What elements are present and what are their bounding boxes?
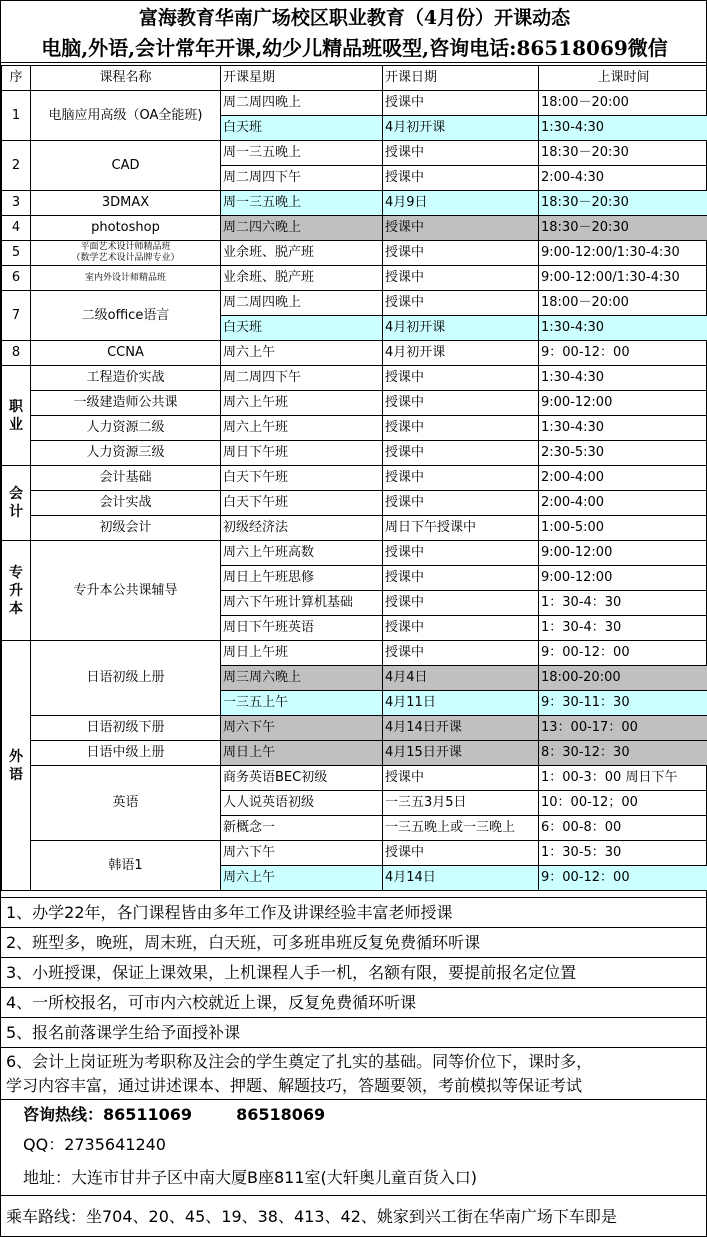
date-cell: 授课中 xyxy=(383,566,539,591)
time-cell: 9:00-12:00 xyxy=(539,541,707,566)
weekday-cell: 周日上午班思修 xyxy=(221,566,383,591)
time-cell: 8：30-12：30 xyxy=(539,741,707,766)
date-cell: 授课中 xyxy=(383,441,539,466)
time-cell: 10：00-12；00 xyxy=(539,791,707,816)
weekday-cell: 周二周四晚上 xyxy=(221,291,383,316)
date-cell: 4月初开课 xyxy=(383,316,539,341)
weekday-cell: 周日上午班 xyxy=(221,641,383,666)
date-cell: 一三五3月5日 xyxy=(383,791,539,816)
seq-cell: 4 xyxy=(2,216,31,241)
seq-cell: 3 xyxy=(2,191,31,216)
course-name: photoshop xyxy=(31,216,221,241)
date-cell: 4月14日 xyxy=(383,866,539,891)
weekday-cell: 人人说英语初级 xyxy=(221,791,383,816)
seq-cell: 2 xyxy=(2,141,31,191)
date-cell: 授课中 xyxy=(383,641,539,666)
course-name: 日语中级上册 xyxy=(31,741,221,766)
weekday-cell: 白天下午班 xyxy=(221,491,383,516)
seq-cell: 8 xyxy=(2,341,31,366)
table-row xyxy=(2,291,707,316)
weekday-cell: 周一三五晚上 xyxy=(221,191,383,216)
date-cell: 授课中 xyxy=(383,166,539,191)
time-cell: 18:30－20:30 xyxy=(539,191,707,216)
date-cell: 授课中 xyxy=(383,491,539,516)
weekday-cell: 周六下午 xyxy=(221,841,383,866)
time-cell: 1:30-4:30 xyxy=(539,366,707,391)
weekday-cell: 周日下午班 xyxy=(221,441,383,466)
date-cell: 授课中 xyxy=(383,591,539,616)
note-3: 3、小班授课，保证上课效果，上机课程人手一机，名额有限，要提前报名定位置 xyxy=(1,957,707,987)
time-cell: 6：00-8：00 xyxy=(539,816,707,841)
table-row xyxy=(2,516,707,541)
weekday-cell: 周六上午班 xyxy=(221,416,383,441)
table-row xyxy=(2,741,707,766)
date-cell: 4月14日开课 xyxy=(383,716,539,741)
time-cell: 9:00-12:00 xyxy=(539,391,707,416)
weekday-cell: 周日下午班英语 xyxy=(221,616,383,641)
date-cell: 授课中 xyxy=(383,841,539,866)
date-cell: 授课中 xyxy=(383,616,539,641)
weekday-cell: 周二周四晚上 xyxy=(221,91,383,116)
time-cell: 13：00-17：00 xyxy=(539,716,707,741)
time-cell: 1:00-5:00 xyxy=(539,516,707,541)
page-subtitle: 电脑,外语,会计常年开课,幼少儿精品班吸型,咨询电话:86518069微信 xyxy=(1,33,707,63)
weekday-cell: 周二周四下午 xyxy=(221,366,383,391)
weekday-cell: 周二周四下午 xyxy=(221,166,383,191)
weekday-cell: 白天班 xyxy=(221,316,383,341)
course-name: 日语初级上册 xyxy=(31,641,221,716)
date-cell: 授课中 xyxy=(383,766,539,791)
weekday-cell: 周六上午班 xyxy=(221,391,383,416)
date-cell: 4月11日 xyxy=(383,691,539,716)
note-6-line1: 6、会计上岗证班为考职称及注会的学生奠定了扎实的基础。同等价位下，课时多， xyxy=(6,1052,593,1071)
course-name: 会计实战 xyxy=(31,491,221,516)
header-seq: 序 xyxy=(2,66,31,91)
note-6 xyxy=(1,1047,707,1099)
weekday-cell: 白天下午班 xyxy=(221,466,383,491)
table-row xyxy=(2,216,707,241)
weekday-cell: 商务英语BEC初级 xyxy=(221,766,383,791)
time-cell: 1：00-3：00 周日下午 xyxy=(539,766,707,791)
weekday-cell: 周六上午班高数 xyxy=(221,541,383,566)
course-name: 一级建造师公共课 xyxy=(31,391,221,416)
date-cell: 授课中 xyxy=(383,466,539,491)
date-cell: 周日下午授课中 xyxy=(383,516,539,541)
table-row xyxy=(2,366,707,391)
group-label-zhiye: 职业 xyxy=(2,366,31,466)
note-6-line2: 学习内容丰富，通过讲述课本、押题、解题技巧，答题要领，考前模拟等保证考试 xyxy=(6,1076,583,1095)
table-row xyxy=(2,716,707,741)
header-weekday: 开课星期 xyxy=(221,66,383,91)
course-name: CAD xyxy=(31,141,221,191)
time-cell: 1：30-4：30 xyxy=(539,616,707,641)
time-cell: 1:30-4:30 xyxy=(539,116,707,141)
date-cell: 4月15日开课 xyxy=(383,741,539,766)
course-name-line1: 平面艺术设计师精品班 xyxy=(80,242,171,252)
time-cell: 2:00-4:00 xyxy=(539,491,707,516)
table-row xyxy=(2,91,707,116)
seq-cell: 7 xyxy=(2,291,31,341)
time-cell: 9:00-12:00 xyxy=(539,566,707,591)
hotline-number-2: 86518069 xyxy=(236,1105,326,1124)
table-row xyxy=(2,341,707,366)
time-cell: 2:00-4:00 xyxy=(539,466,707,491)
address: 地址：大连市甘井子区中南大厦B座811室(大轩奥儿童百货入口) xyxy=(23,1168,478,1187)
hotline xyxy=(1,1099,707,1129)
date-cell: 授课中 xyxy=(383,416,539,441)
time-cell: 18:00－20:00 xyxy=(539,291,707,316)
weekday-cell: 白天班 xyxy=(221,116,383,141)
date-cell: 授课中 xyxy=(383,91,539,116)
course-name: 电脑应用高级（OA全能班) xyxy=(31,91,221,141)
date-cell: 一三五晚上或一三晚上 xyxy=(383,816,539,841)
time-cell: 9:00-12:00/1:30-4:30 xyxy=(539,266,707,291)
course-name: CCNA xyxy=(31,341,221,366)
weekday-cell: 新概念一 xyxy=(221,816,383,841)
note-2: 2、班型多，晚班，周末班，白天班，可多班串班反复免费循环听课 xyxy=(1,927,707,957)
course-name: 韩语1 xyxy=(31,841,221,891)
time-cell: 1:30-4:30 xyxy=(539,416,707,441)
time-cell: 18:30－20:30 xyxy=(539,141,707,166)
time-cell: 1：30-4：30 xyxy=(539,591,707,616)
weekday-cell: 周六上午 xyxy=(221,341,383,366)
weekday-cell: 一三五上午 xyxy=(221,691,383,716)
table-row xyxy=(2,641,707,666)
table-row xyxy=(2,441,707,466)
time-cell: 18:30－20:30 xyxy=(539,216,707,241)
course-table xyxy=(1,65,707,891)
weekday-cell: 周三周六晚上 xyxy=(221,666,383,691)
weekday-cell: 业余班、脱产班 xyxy=(221,266,383,291)
seq-cell: 1 xyxy=(2,91,31,141)
group-label-zhuanshengben: 专升本 xyxy=(2,541,31,641)
time-cell: 9：00-12：00 xyxy=(539,641,707,666)
header-course: 课程名称 xyxy=(31,66,221,91)
table-row xyxy=(2,391,707,416)
time-cell: 9：30-11：30 xyxy=(539,691,707,716)
date-cell: 授课中 xyxy=(383,291,539,316)
time-cell: 2:30-5:30 xyxy=(539,441,707,466)
time-cell: 9：00-12：00 xyxy=(539,341,707,366)
date-cell: 4月9日 xyxy=(383,191,539,216)
weekday-cell: 周二四六晚上 xyxy=(221,216,383,241)
weekday-cell: 业余班、脱产班 xyxy=(221,241,383,266)
time-cell: 1:30-4:30 xyxy=(539,316,707,341)
weekday-cell: 周六下午 xyxy=(221,716,383,741)
date-cell: 授课中 xyxy=(383,391,539,416)
table-row xyxy=(2,466,707,491)
table-row xyxy=(2,491,707,516)
course-name: 英语 xyxy=(31,766,221,841)
table-row xyxy=(2,191,707,216)
note-4: 4、一所校报名，可市内六校就近上课，反复免费循环听课 xyxy=(1,987,707,1017)
date-cell: 授课中 xyxy=(383,241,539,266)
bus-route: 乘车路线：坐704、20、45、19、38、413、42、姚家到兴工街在华南广场下车即是 xyxy=(1,1195,707,1237)
table-row xyxy=(2,541,707,566)
qq: QQ：2735641240 xyxy=(23,1135,166,1154)
date-cell: 授课中 xyxy=(383,366,539,391)
weekday-cell: 周六上午 xyxy=(221,866,383,891)
header-date: 开课日期 xyxy=(383,66,539,91)
weekday-cell: 周一三五晚上 xyxy=(221,141,383,166)
hotline-number-1: 咨询热线：86511069 xyxy=(23,1105,193,1124)
course-name: 室内外设计师精品班 xyxy=(31,266,221,291)
time-cell: 1：30-5：30 xyxy=(539,841,707,866)
course-name: 专升本公共课辅导 xyxy=(31,541,221,641)
table-row xyxy=(2,266,707,291)
time-cell: 2:00-4:30 xyxy=(539,166,707,191)
time-cell: 18:00-20:00 xyxy=(539,666,707,691)
date-cell: 4月初开课 xyxy=(383,341,539,366)
weekday-cell: 周日上午 xyxy=(221,741,383,766)
date-cell: 授课中 xyxy=(383,541,539,566)
table-row xyxy=(2,841,707,866)
seq-cell: 6 xyxy=(2,266,31,291)
date-cell: 4月4日 xyxy=(383,666,539,691)
course-name-line2: （数学艺术设计品牌专业） xyxy=(71,253,180,263)
note-1: 1、办学22年，各门课程皆由多年工作及讲课经验丰富老师授课 xyxy=(1,897,707,927)
header-time: 上课时间 xyxy=(539,66,707,91)
group-label-waiyu: 外语 xyxy=(2,641,31,891)
course-name: 会计基础 xyxy=(31,466,221,491)
group-label-kuaiji: 会计 xyxy=(2,466,31,541)
course-name xyxy=(31,241,221,266)
course-name: 人力资源三级 xyxy=(31,441,221,466)
seq-cell: 5 xyxy=(2,241,31,266)
table-row xyxy=(2,241,707,266)
course-name: 工程造价实战 xyxy=(31,366,221,391)
table-row xyxy=(2,416,707,441)
time-cell: 18:00－20:00 xyxy=(539,91,707,116)
time-cell: 9:00-12:00/1:30-4:30 xyxy=(539,241,707,266)
time-cell: 9：00-12：00 xyxy=(539,866,707,891)
course-name: 初级会计 xyxy=(31,516,221,541)
weekday-cell: 初级经济法 xyxy=(221,516,383,541)
table-row xyxy=(2,766,707,791)
course-name: 3DMAX xyxy=(31,191,221,216)
note-5: 5、报名前落课学生给予面授补课 xyxy=(1,1017,707,1047)
date-cell: 授课中 xyxy=(383,266,539,291)
course-name: 二级office语言 xyxy=(31,291,221,341)
date-cell: 授课中 xyxy=(383,216,539,241)
weekday-cell: 周六下午班计算机基础 xyxy=(221,591,383,616)
course-name: 人力资源二级 xyxy=(31,416,221,441)
header-row xyxy=(2,66,707,91)
table-row xyxy=(2,141,707,166)
date-cell: 授课中 xyxy=(383,141,539,166)
course-name: 日语初级下册 xyxy=(31,716,221,741)
date-cell: 4月初开课 xyxy=(383,116,539,141)
page-title: 富海教育华南广场校区职业教育（4月份）开课动态 xyxy=(138,7,571,29)
